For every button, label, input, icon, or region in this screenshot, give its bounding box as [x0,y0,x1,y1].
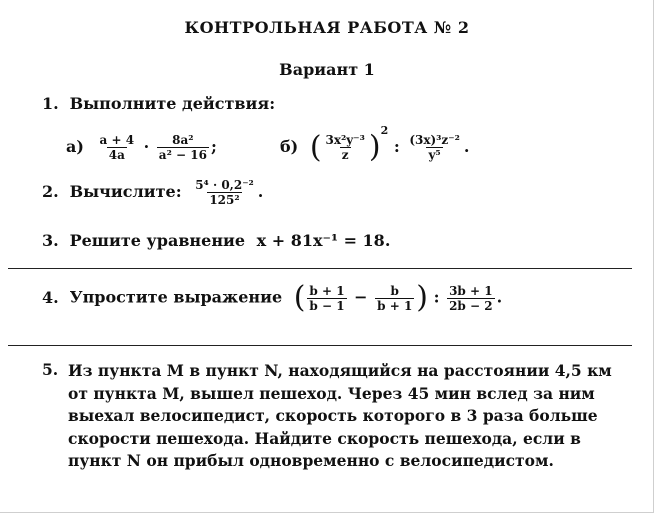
task-text: Выполните действия: [69,94,276,113]
task-2 [42,178,263,207]
task-number: 4. [42,287,59,307]
denominator: 125² [209,193,240,207]
fraction [98,133,137,162]
operator: · [143,137,150,156]
numerator: 3b + 1 [449,283,493,298]
exponent: 2 [380,124,389,137]
task-text: Решите уравнение [69,231,246,250]
fraction [447,284,495,313]
equation: x + 81x⁻¹ = 18. [256,231,391,250]
fraction [375,284,414,313]
task-number: 3. [42,231,59,250]
part-b-label: б) [280,137,299,156]
numerator: b + 1 [309,283,345,298]
task-3 [42,231,390,250]
task-5-text [68,360,634,473]
fraction [324,133,367,162]
numerator: 5⁴ · 0,2⁻² [195,178,254,192]
denominator: b − 1 [309,298,345,313]
text-line: от пункта M, вышел пешеход. Через 45 мин вслед за ним [68,383,595,403]
denominator: z [341,148,349,162]
operator: : [433,287,440,307]
punctuation: . [496,287,503,307]
task-1-heading [42,94,275,113]
denominator: a² − 16 [158,148,207,162]
task-text: Упростите выражение [69,287,283,307]
text-line: скорости пешехода. Найдите скорость пешехода, если в [68,428,581,448]
denominator: 2b − 2 [449,298,493,313]
page-title: КОНТРОЛЬНАЯ РАБОТА № 2 [184,18,470,37]
fraction [307,284,346,313]
text-line: пункт N он прибыл одновременно с велосипедистом. [68,451,554,470]
denominator: y⁵ [428,148,441,162]
numerator: a + 4 [99,133,135,147]
numerator: 3x²y⁻³ [325,133,365,147]
denominator: b + 1 [377,298,413,313]
fraction [193,178,256,207]
punctuation: ; [210,137,217,156]
part-a-label: а) [66,137,84,156]
denominator: 4a [108,148,125,162]
operator: − [354,287,368,307]
task-number: 1. [42,94,59,113]
numerator: b [390,283,399,298]
fraction [157,133,209,162]
operator: : [393,137,400,156]
variant-heading: Вариант 1 [279,60,375,79]
numerator: (3x)³z⁻² [409,133,460,147]
text-line: Из пункта M в пункт N, находящийся на расстоянии 4,5 км [68,361,612,380]
task-1-expressions: а) $\frac{a + 4}{4a}$ · $\frac{\text{8a²}}{\text{a² − 16}}$ ; б) ( $\frac{\text{3x²y⁻³}}{z}$ )$^2$ : $\frac{\text{(3x)³z⁻²}}{\text{y⁵}}$ . [66,124,470,165]
task-text: Вычислите: [69,182,182,201]
divider [8,268,632,269]
task-4: 4. Упростите выражение ( $\frac{b + 1}{b - 1}$ − $\frac{b}{b + 1}$ ) : $\frac{3b + 1}{2b - 2}$ . [42,280,503,315]
task-number: 2. [42,182,59,201]
divider [8,345,632,346]
punctuation: . [463,137,470,156]
numerator: 8a² [172,133,194,147]
task-number: 5. [42,360,59,379]
punctuation: . [257,182,264,201]
text-line: выехал велосипедист, скорость которого в 3 раза больше [68,406,598,425]
fraction [407,133,462,162]
